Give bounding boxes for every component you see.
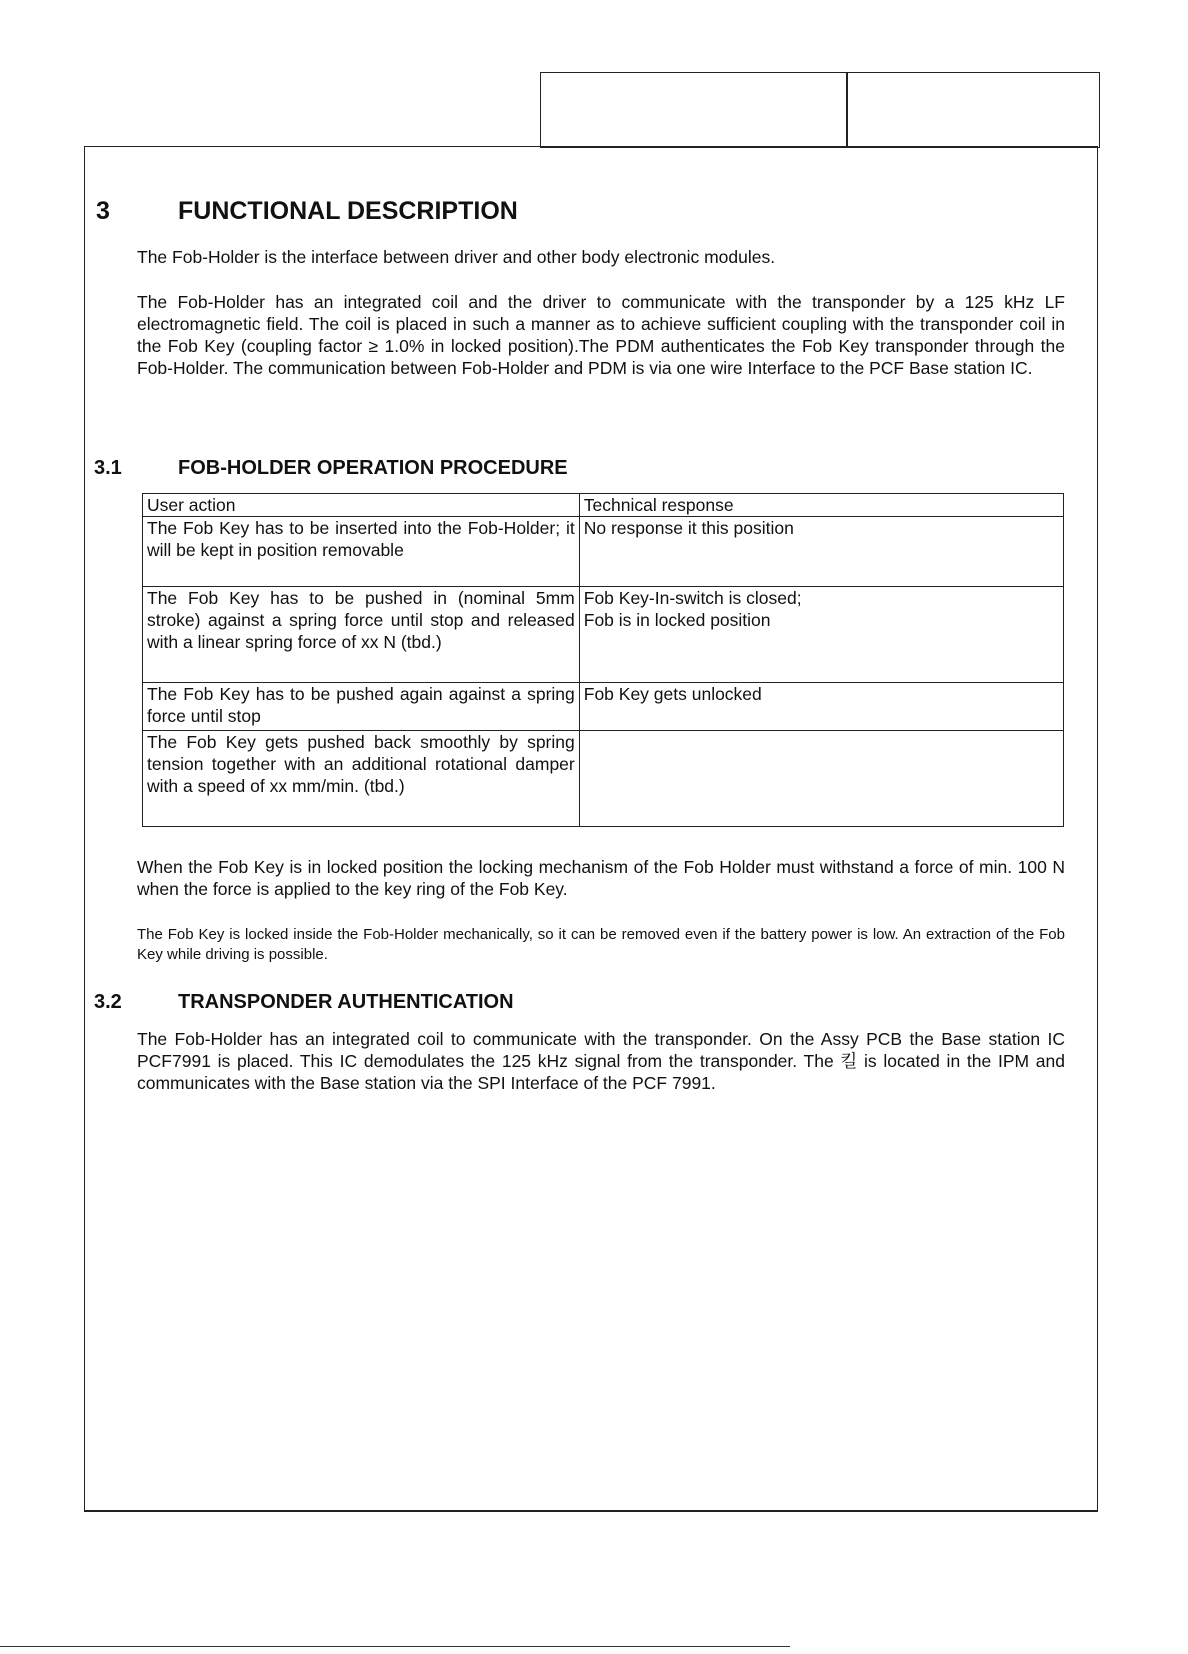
row-4-action: The Fob Key gets pushed back smoothly by spring tension together with an additional rotational damper with a speed of xx mm/min. (tbd.) [143, 731, 580, 827]
table-row [143, 517, 1064, 587]
table-row [143, 731, 1064, 827]
subsection-1-heading [94, 457, 568, 480]
section-heading [96, 197, 518, 226]
row-1-action: The Fob Key has to be inserted into the Fob-Holder; it will be kept in position removable [143, 517, 580, 587]
section-title: FUNCTIONAL DESCRIPTION [178, 197, 518, 225]
header-user-action: User action [143, 494, 580, 517]
table-header-row [143, 494, 1064, 517]
subsection-1-title: FOB-HOLDER OPERATION PROCEDURE [178, 457, 568, 479]
subsection-2-heading [94, 991, 514, 1014]
mechanical-note-paragraph: The Fob Key is locked inside the Fob-Holder mechanically, so it can be removed even if the battery power is low. An extraction of the Fob Key while driving is possible. [137, 926, 1065, 963]
table-row [143, 683, 1064, 731]
row-3-response [579, 683, 1063, 731]
header-box-left [540, 72, 848, 148]
row-4-response [579, 731, 1063, 827]
row-2-response [579, 587, 1063, 683]
row-1-response-line-1: No response it this position [583, 518, 794, 538]
row-3-response-line-1: Fob Key gets unlocked [583, 684, 762, 704]
header-box-right [846, 72, 1100, 148]
subsection-2-title: TRANSPONDER AUTHENTICATION [178, 991, 514, 1013]
subsection-1-number: 3.1 [94, 457, 122, 479]
header-technical-response: Technical response [579, 494, 1063, 517]
subsection-2-number: 3.2 [94, 991, 122, 1013]
row-2-response-line-1: Fob Key-In-switch is closed; [583, 588, 802, 608]
bottom-rule [0, 1646, 790, 1647]
table-row [143, 587, 1064, 683]
row-1-response [579, 517, 1063, 587]
operation-table [142, 493, 1064, 827]
authentication-paragraph: The Fob-Holder has an integrated coil to communicate with the transponder. On the Assy PCB the Base station IC PCF7991 is placed. This IC demodulates the 125 kHz signal from the transponder. The 킬 is located in the IPM and communicates with the Base station via the SPI Interface of the PCF 7991. [137, 1029, 1065, 1093]
row-3-action: The Fob Key has to be pushed again against a spring force until stop [143, 683, 580, 731]
row-2-response-line-2: Fob is in locked position [583, 610, 771, 630]
description-paragraph: The Fob-Holder has an integrated coil and the driver to communicate with the transponder by a 125 kHz LF electromagnetic field. The coil is placed in such a manner as to achieve sufficient coupling with the transponder coil in the Fob Key (coupling factor ≥ 1.0% in locked position).The PDM authenticates the Fob Key transponder through the Fob-Holder. The communication between Fob-Holder and PDM is via one wire Interface to the PCF Base station IC. [137, 292, 1065, 378]
locking-force-paragraph: When the Fob Key is in locked position the locking mechanism of the Fob Holder must withstand a force of min. 100 N when the force is applied to the key ring of the Fob Key. [137, 857, 1065, 899]
row-2-action: The Fob Key has to be pushed in (nominal 5mm stroke) against a spring force until stop and released with a linear spring force of xx N (tbd.) [143, 587, 580, 683]
section-number: 3 [96, 197, 110, 225]
intro-paragraph: The Fob-Holder is the interface between driver and other body electronic modules. [137, 247, 776, 267]
